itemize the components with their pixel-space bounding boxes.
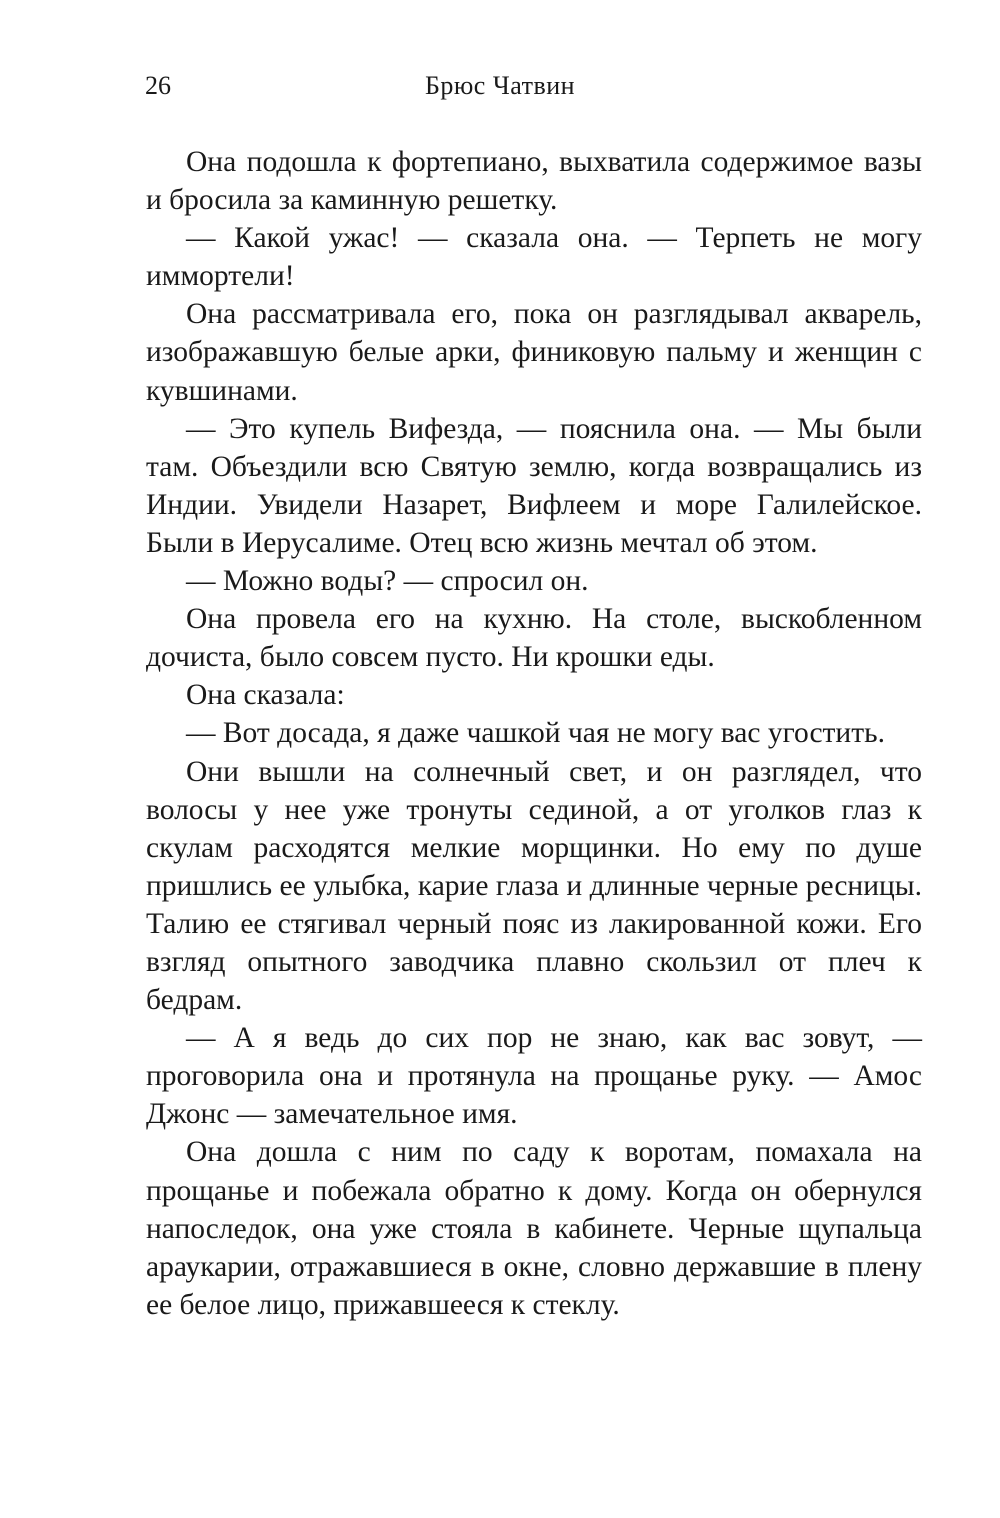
paragraph: Она подошла к фортепиано, выхватила содержимое вазы и бросила за каминную решетку. [146, 146, 922, 217]
paragraph: — Вот досада, я даже чашкой чая не могу вас угостить. [186, 717, 885, 750]
page-number: 26 [145, 71, 171, 100]
paragraph: Они вышли на солнечный свет, и он разглядел, что волосы у нее уже тронуты сединой, а от уголков глаз к скулам расходятся мелкие морщинки. Но ему по душе пришлись ее улыбка, карие глаза и длинные черные ресницы. Талию ее стягивал черный пояс из лакированной кожи. Его взгляд опытного заводчика плавно скользил от плеч к бедрам. [146, 755, 922, 1017]
paragraph: Она провела его на кухню. На столе, выскобленном дочиста, было совсем пусто. Ни крошки еды. [146, 603, 922, 674]
running-head: Брюс Чатвин [424, 71, 576, 100]
paragraph: — Это купель Вифезда, — пояснила она. — Мы были там. Объездили всю Святую землю, когда возвращались из Индии. Увидели Назарет, Вифлеем и море Галилейское. Были в Иерусалиме. Отец всю жизнь мечтал об этом. [146, 412, 922, 559]
paragraph: — Можно воды? — спросил он. [186, 565, 589, 598]
body-text [146, 143, 922, 1324]
paragraph: — Какой ужас! — сказала она. — Терпеть не могу иммортели! [146, 222, 922, 293]
paragraph: — А я ведь до сих пор не знаю, как вас зовут, — проговорила она и протянула на прощанье руку. — Амос Джонс — замечательное имя. [146, 1022, 922, 1131]
paragraph: Она сказала: [186, 679, 345, 712]
paragraph: Она дошла с ним по саду к воротам, помахала на прощанье и побежала обратно к дому. Когда он обернулся напоследок, она уже стояла в кабинете. Черные щупальца араукарии, отражавшиеся в окне, словно державшие в плену ее белое лицо, прижавшееся к стеклу. [146, 1136, 922, 1321]
paragraph: Она рассматривала его, пока он разглядывал акварель, изображавшую белые арки, финиковую пальму и женщин с кувшинами. [146, 298, 922, 407]
